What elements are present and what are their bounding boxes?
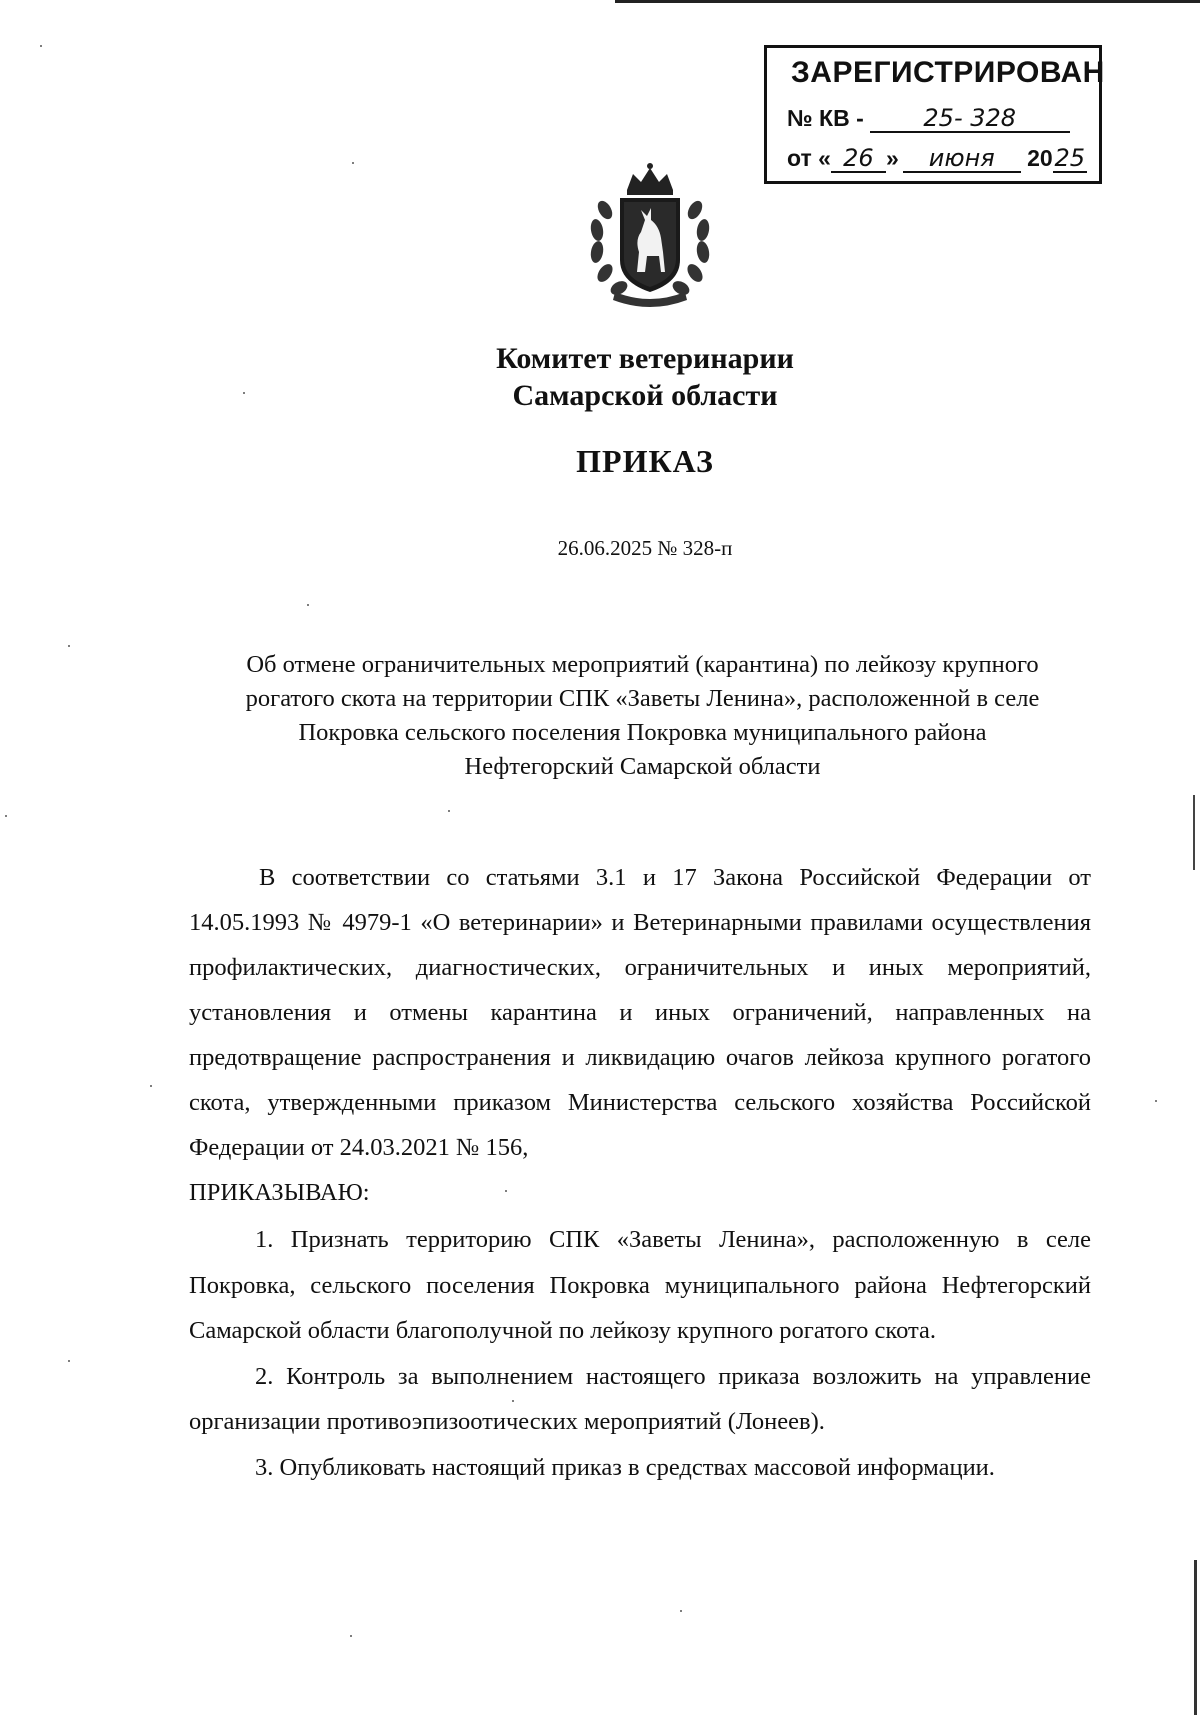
stamp-title: ЗАРЕГИСТРИРОВАН bbox=[791, 56, 1105, 89]
scan-speck bbox=[352, 162, 354, 164]
organization-name-line2: Самарской области bbox=[512, 379, 778, 412]
stamp-number-prefix: № КВ - bbox=[787, 105, 864, 131]
order-item-2: 2. Контроль за выполнением настоящего приказа возложить на управление организации противоэпизоотических мероприятий (Лонеев). bbox=[189, 1362, 1091, 1435]
scan-speck bbox=[40, 45, 42, 47]
stamp-date-prefix: от « bbox=[787, 145, 831, 171]
coat-of-arms-emblem bbox=[575, 160, 725, 310]
document-type-title: ПРИКАЗ bbox=[576, 443, 714, 479]
organization-name bbox=[0, 340, 1200, 414]
stamp-number-line bbox=[787, 105, 1070, 133]
scan-speck bbox=[68, 1360, 70, 1362]
scan-speck bbox=[1155, 1100, 1157, 1102]
scan-speck bbox=[448, 810, 450, 812]
scan-speck bbox=[150, 1085, 152, 1087]
basis-paragraph: В соответствии со статьями 3.1 и 17 Закона Российской Федерации от 14.05.1993 № 4979-1 «О ветеринарии» и Ветеринарными правилами осуществления профилактических, диагностических, ограничительных и иных мероприятий, установления и отмены карантина и иных ограничений, направленных на предотвращение распространения и ликвидацию очагов лейкоза крупного рогатого скота, утвержденными приказом Министерства сельского хозяйства Российской Федерации от 24.03.2021 № 156, bbox=[189, 864, 1091, 1161]
document-date-number: 26.06.2025 № 328-п bbox=[557, 536, 733, 560]
stamp-year-prefix: 20 bbox=[1027, 145, 1053, 171]
scan-speck bbox=[68, 645, 70, 647]
scan-edge-mark bbox=[1194, 1560, 1197, 1715]
order-word: ПРИКАЗЫВАЮ: bbox=[189, 1179, 370, 1206]
scan-speck bbox=[680, 1610, 682, 1612]
organization-name-line1: Комитет ветеринарии bbox=[496, 342, 794, 375]
subject-line4: Нефтегорский Самарской области bbox=[464, 753, 821, 780]
stamp-number-handwritten: 25- 328 bbox=[870, 105, 1070, 133]
subject-line2: рогатого скота на территории СПК «Заветы Ленина», расположенной в селе bbox=[245, 685, 1040, 712]
scan-speck bbox=[307, 604, 309, 606]
stamp-month-handwritten: июня bbox=[903, 145, 1021, 173]
stamp-year-handwritten: 25 bbox=[1054, 144, 1085, 172]
registration-stamp bbox=[764, 45, 1105, 184]
order-items bbox=[189, 1217, 1091, 1490]
stamp-date-mid: » bbox=[885, 145, 899, 171]
stamp-day-handwritten: 26 bbox=[831, 145, 886, 173]
document-subject bbox=[150, 648, 1135, 784]
order-item-3: 3. Опубликовать настоящий приказ в средствах массовой информации. bbox=[255, 1453, 995, 1481]
stamp-date-line bbox=[787, 145, 1087, 173]
scan-edge-mark bbox=[1193, 795, 1195, 870]
scan-speck bbox=[350, 1635, 352, 1637]
subject-line3: Покровка сельского поселения Покровка муниципального района bbox=[298, 719, 987, 746]
order-item-1: 1. Признать территорию СПК «Заветы Ленина», расположенную в селе Покровка, сельского поселения Покровка муниципального района Нефтегорский Самарской области благополучной по лейкозу крупного рогатого скота. bbox=[189, 1226, 1091, 1344]
document-body bbox=[189, 855, 1091, 1490]
scan-speck bbox=[5, 815, 7, 817]
subject-line1: Об отмене ограничительных мероприятий (карантина) по лейкозу крупного bbox=[246, 651, 1039, 678]
scan-edge-line bbox=[615, 0, 1200, 3]
